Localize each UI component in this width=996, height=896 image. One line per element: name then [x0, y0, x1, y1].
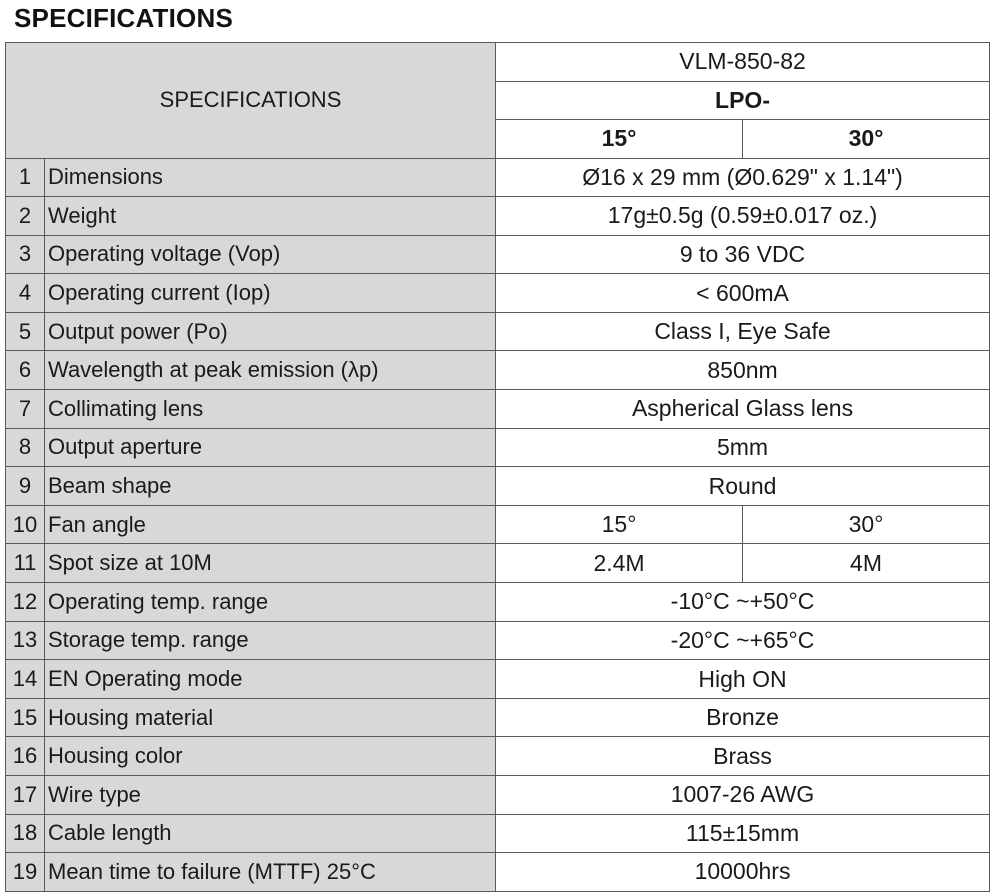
spec-name: Wire type [45, 776, 496, 815]
spec-value: 115±15mm [496, 814, 990, 853]
row-number: 5 [6, 312, 45, 351]
spec-name: Housing color [45, 737, 496, 776]
spec-row [6, 544, 990, 583]
row-number: 15 [6, 698, 45, 737]
spec-value: Brass [496, 737, 990, 776]
spec-value: 9 to 36 VDC [496, 235, 990, 274]
spec-name: Storage temp. range [45, 621, 496, 660]
spec-value: Aspherical Glass lens [496, 390, 990, 429]
spec-name: Beam shape [45, 467, 496, 506]
row-number: 7 [6, 390, 45, 429]
spec-name: Collimating lens [45, 390, 496, 429]
variant-15-header: 15° [496, 120, 743, 159]
spec-value: < 600mA [496, 274, 990, 313]
spec-name: EN Operating mode [45, 660, 496, 699]
row-number: 4 [6, 274, 45, 313]
spec-name: Fan angle [45, 505, 496, 544]
spec-name: Dimensions [45, 158, 496, 197]
spec-row [6, 776, 990, 815]
spec-value: 850nm [496, 351, 990, 390]
spec-value-variant: 30° [743, 505, 990, 544]
row-number: 8 [6, 428, 45, 467]
spec-row [6, 274, 990, 313]
spec-row [6, 698, 990, 737]
spec-name: Operating temp. range [45, 583, 496, 622]
spec-row [6, 505, 990, 544]
spec-name: Operating voltage (Vop) [45, 235, 496, 274]
spec-value: High ON [496, 660, 990, 699]
row-number: 19 [6, 853, 45, 892]
row-number: 17 [6, 776, 45, 815]
spec-name: Mean time to failure (MTTF) 25°C [45, 853, 496, 892]
spec-name: Cable length [45, 814, 496, 853]
row-number: 16 [6, 737, 45, 776]
spec-row [6, 660, 990, 699]
spec-name: Output aperture [45, 428, 496, 467]
spec-value: Ø16 x 29 mm (Ø0.629" x 1.14") [496, 158, 990, 197]
spec-value: Class I, Eye Safe [496, 312, 990, 351]
spec-row [6, 428, 990, 467]
row-number: 10 [6, 505, 45, 544]
spec-row [6, 351, 990, 390]
spec-value: 5mm [496, 428, 990, 467]
spec-row [6, 583, 990, 622]
spec-row [6, 853, 990, 892]
row-number: 12 [6, 583, 45, 622]
row-number: 1 [6, 158, 45, 197]
page-title: SPECIFICATIONS [14, 3, 234, 33]
row-number: 11 [6, 544, 45, 583]
spec-value-variant: 2.4M [496, 544, 743, 583]
spec-value-variant: 15° [496, 505, 743, 544]
row-number: 13 [6, 621, 45, 660]
spec-row [6, 621, 990, 660]
spec-name: Wavelength at peak emission (λp) [45, 351, 496, 390]
spec-name: Operating current (Iop) [45, 274, 496, 313]
spec-name: Weight [45, 197, 496, 236]
spec-value: Round [496, 467, 990, 506]
spec-name: Output power (Po) [45, 312, 496, 351]
row-number: 3 [6, 235, 45, 274]
spec-name: Housing material [45, 698, 496, 737]
row-number: 14 [6, 660, 45, 699]
spec-value: 17g±0.5g (0.59±0.017 oz.) [496, 197, 990, 236]
spec-row [6, 158, 990, 197]
row-number: 9 [6, 467, 45, 506]
spec-name: Spot size at 10M [45, 544, 496, 583]
spec-value: 10000hrs [496, 853, 990, 892]
spec-row [6, 197, 990, 236]
spec-row [6, 467, 990, 506]
specifications-table [5, 42, 990, 892]
specifications-header-label: SPECIFICATIONS [6, 43, 496, 159]
spec-row [6, 312, 990, 351]
spec-row [6, 390, 990, 429]
row-number: 2 [6, 197, 45, 236]
spec-row [6, 737, 990, 776]
spec-value: 1007-26 AWG [496, 776, 990, 815]
model-number: VLM-850-82 [496, 43, 990, 82]
spec-value: -10°C ~+50°C [496, 583, 990, 622]
row-number: 6 [6, 351, 45, 390]
spec-value-variant: 4M [743, 544, 990, 583]
header-row-model [6, 43, 990, 82]
series-name: LPO- [496, 81, 990, 120]
spec-value: -20°C ~+65°C [496, 621, 990, 660]
row-number: 18 [6, 814, 45, 853]
spec-value: Bronze [496, 698, 990, 737]
spec-row [6, 814, 990, 853]
variant-30-header: 30° [743, 120, 990, 159]
spec-row [6, 235, 990, 274]
